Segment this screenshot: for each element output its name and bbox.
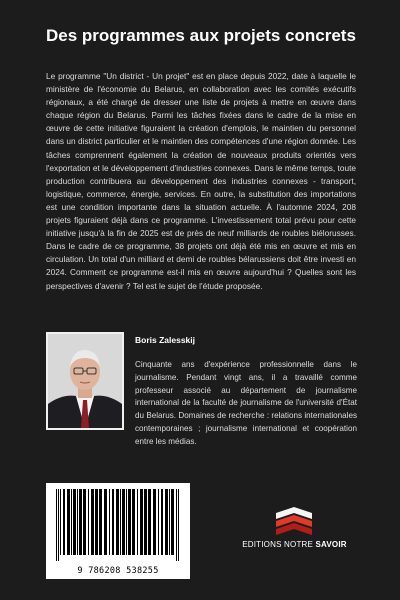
book-title: Des programmes aux projets concrets	[46, 26, 356, 45]
author-photo	[46, 332, 124, 430]
publisher-name: EDITIONS NOTRE SAVOIR	[242, 540, 347, 549]
isbn-barcode	[46, 483, 190, 579]
barcode-icon	[46, 483, 190, 565]
author-name: Boris Zalesskij	[135, 335, 196, 345]
book-description: Le programme "Un district - Un projet" est en place depuis 2022, date à laquelle le ministère de l'économie du Belarus, en collaboration avec les comités exécutifs régionaux, a été chargé de dresser une liste de projets à mettre en œuvre dans chaque région du Belarus. Parmi les tâches fixées dans le cadre de la mise en œuvre de cette initiative figuraient la création d'emplois, le maintien du personnel dans un district particulier et le maintien des compétences d'une région donnée. Les tâches comprennent également la création de nouveaux produits orientés vers l'exportation et le développement d'industries connexes. Dans le même temps, toute production contribuera au développement des industries connexes - transport, logistique, commerce, énergie, services. En outre, la substitution des importations est une condition importante dans la situation actuelle. À l'automne 2024, 208 projets figuraient déjà dans ce programme. L'investissement total prévu pour cette initiative jusqu'à la fin de 2025 est de près de neuf milliards de roubles biélorusses. Dans le cadre de ce programme, 38 projets ont déjà été mis en œuvre et mis en circulation. Un total d'un milliard et demi de roubles bélarussiens doit être investi en 2024. Comment ce programme est-il mis en œuvre aujourd'hui ? Quelles sont les perspectives d'avenir ? Tel est le sujet de l'étude proposée.	[46, 71, 356, 291]
isbn-number: 9 786208 538255	[77, 566, 159, 576]
author-bio: Cinquante ans d'expérience professionnelle dans le journalisme. Pendant vingt ans, il a travaillé comme professeur associé au département de journalisme international de la faculté de journalisme de l'université d'État du Belarus. Domaines de recherche : relations internationales contemporaines ; journalisme international et coopération entre les médias.	[135, 360, 357, 446]
